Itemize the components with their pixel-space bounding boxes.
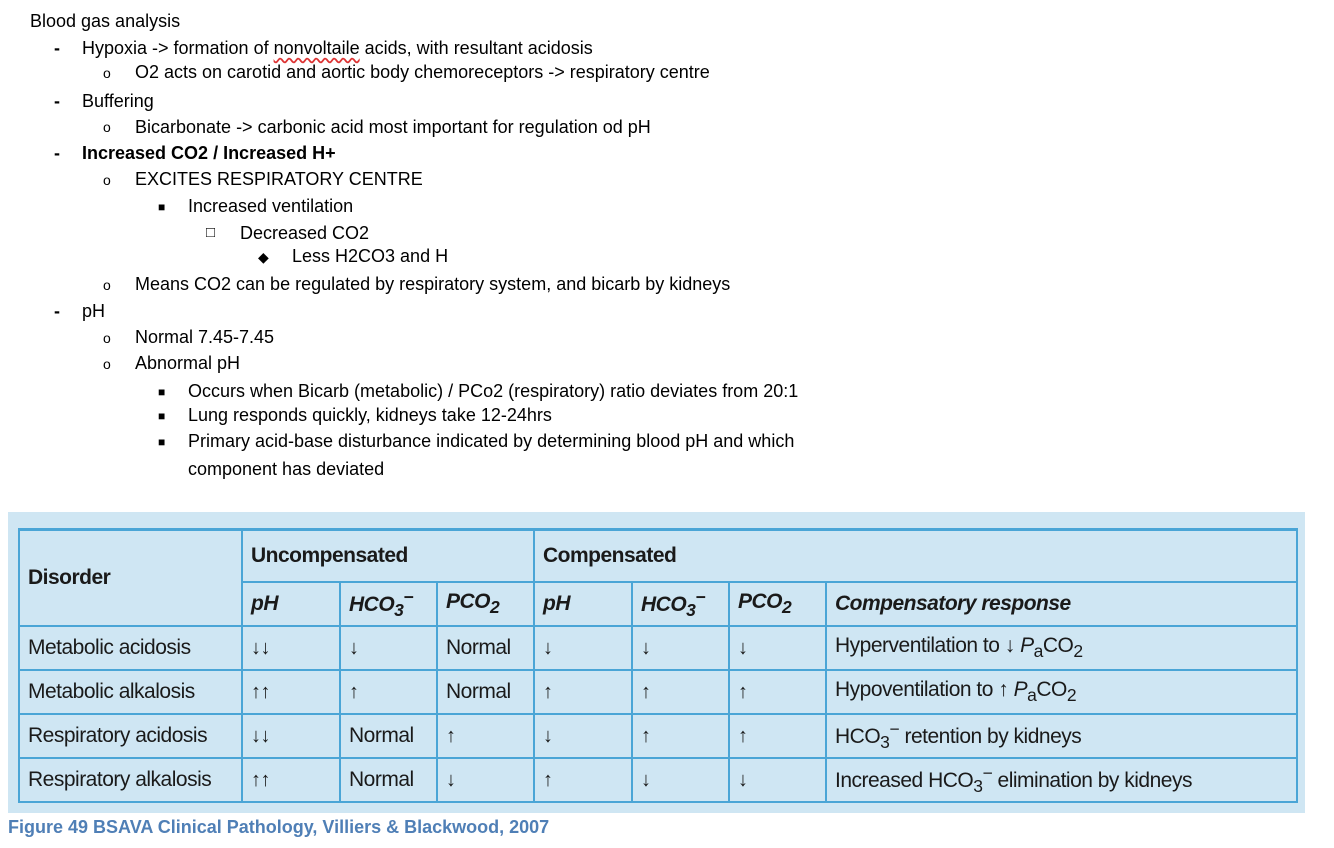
circle-bullet: o xyxy=(103,65,111,81)
disorder-cell: Respiratory alkalosis xyxy=(19,758,242,802)
u-pco2-cell: ↑ xyxy=(437,714,534,758)
c-pco2-cell: ↑ xyxy=(729,670,826,714)
u-ph-cell: ↓↓ xyxy=(242,714,340,758)
excites-line: EXCITES RESPIRATORY CENTRE xyxy=(135,169,423,189)
increased-line: Increased CO2 / Increased H+ xyxy=(82,143,336,163)
u-pco2-cell: Normal xyxy=(437,626,534,670)
response-cell xyxy=(826,714,1297,758)
circle-bullet: o xyxy=(103,119,111,135)
c-pco2-cell: ↑ xyxy=(729,714,826,758)
response-p: P xyxy=(1014,633,1034,657)
primary-line-1: Primary acid-base disturbance indicated by determining blood pH and which xyxy=(188,431,795,451)
table-row xyxy=(19,714,1297,758)
response-sub: 3 xyxy=(973,776,983,797)
c-pco2-header xyxy=(729,582,826,626)
ph-line: pH xyxy=(82,301,106,321)
response-text: elimination by kidneys xyxy=(992,768,1192,792)
response-arrow: ↓ xyxy=(1004,633,1015,657)
hypoxia-line xyxy=(82,37,593,59)
c-ph-cell: ↓ xyxy=(534,626,632,670)
notes-title: Blood gas analysis xyxy=(30,11,181,31)
response-a-sub: a xyxy=(1033,641,1043,662)
c-ph-cell: ↑ xyxy=(534,670,632,714)
response-text: Hypoventilation to xyxy=(835,677,999,701)
response-sub: 3 xyxy=(880,732,890,753)
u-pco2-cell: Normal xyxy=(437,670,534,714)
u-hco3-cell: Normal xyxy=(340,714,437,758)
table-header-row xyxy=(19,530,1297,583)
u-ph-cell: ↑↑ xyxy=(242,670,340,714)
lung-line: Lung responds quickly, kidneys take 12-24hrs xyxy=(188,405,552,425)
response-a-sub: a xyxy=(1027,685,1037,706)
u-ph-cell: ↓↓ xyxy=(242,626,340,670)
ventilation-line: Increased ventilation xyxy=(188,196,354,216)
less-h2co3-line: Less H2CO3 and H xyxy=(292,246,449,266)
dash-bullet: - xyxy=(54,38,60,58)
u-pco2-cell: ↓ xyxy=(437,758,534,802)
disorder-header: Disorder xyxy=(19,530,242,627)
abnormal-line: Abnormal pH xyxy=(135,353,241,373)
blood-gas-table-image xyxy=(8,512,1305,813)
u-hco3-cell: ↓ xyxy=(340,626,437,670)
u-hco3-cell: ↑ xyxy=(340,670,437,714)
c-hco3-header xyxy=(632,582,729,626)
table-row xyxy=(19,670,1297,714)
c-ph-header: pH xyxy=(534,582,632,626)
circle-bullet: o xyxy=(103,356,111,372)
hco3-sub: 3 xyxy=(394,600,404,621)
diamond-bullet: ◆ xyxy=(258,249,269,265)
c-pco2-cell: ↓ xyxy=(729,626,826,670)
c-hco3-cell: ↑ xyxy=(632,714,729,758)
figure-caption: Figure 49 BSAVA Clinical Pathology, Villiers & Blackwood, 2007 xyxy=(8,817,550,837)
u-pco2-header xyxy=(437,582,534,626)
response-2-sub: 2 xyxy=(1066,685,1077,706)
hollow-square-bullet: □ xyxy=(206,224,216,241)
circle-bullet: o xyxy=(103,277,111,293)
response-lead: Increased xyxy=(835,768,929,792)
dash-bullet: - xyxy=(54,143,60,163)
response-cell xyxy=(826,626,1297,670)
table-row xyxy=(19,758,1297,802)
hco3-text: HCO xyxy=(641,592,687,616)
means-line: Means CO2 can be regulated by respiratory system, and bicarb by kidneys xyxy=(135,274,731,294)
response-cell xyxy=(826,670,1297,714)
c-hco3-cell: ↓ xyxy=(632,626,729,670)
response-co: CO xyxy=(1036,677,1067,701)
response-2-sub: 2 xyxy=(1073,641,1083,662)
hco3-sup: − xyxy=(695,586,706,607)
response-hco: HCO xyxy=(835,724,881,748)
response-hco: HCO xyxy=(928,768,974,792)
response-sup: − xyxy=(889,718,900,739)
hco3-sup: − xyxy=(403,586,414,607)
response-text: Hyperventilation to xyxy=(835,633,1005,657)
response-text: retention by kidneys xyxy=(899,724,1082,748)
hco3-sub: 3 xyxy=(686,600,696,621)
circle-bullet: o xyxy=(103,172,111,188)
decreased-co2-line: Decreased CO2 xyxy=(240,223,370,243)
c-ph-cell: ↓ xyxy=(534,714,632,758)
dash-bullet: - xyxy=(54,301,60,321)
response-co: CO xyxy=(1042,633,1074,657)
c-hco3-cell: ↓ xyxy=(632,758,729,802)
pco2-sub: 2 xyxy=(490,597,500,618)
response-p: P xyxy=(1008,677,1028,701)
square-bullet: ■ xyxy=(158,200,166,214)
o2-line: O2 acts on carotid and aortic body chemoreceptors -> respiratory centre xyxy=(135,62,710,82)
compensated-header: Compensated xyxy=(534,530,1297,583)
u-ph-cell: ↑↑ xyxy=(242,758,340,802)
normal-line: Normal 7.45-7.45 xyxy=(135,327,275,347)
pco2-sub: 2 xyxy=(782,597,792,618)
occurs-line: Occurs when Bicarb (metabolic) / PCo2 (respiratory) ratio deviates from 20:1 xyxy=(188,381,799,401)
disorder-cell: Metabolic alkalosis xyxy=(19,670,242,714)
u-hco3-cell: Normal xyxy=(340,758,437,802)
c-pco2-cell: ↓ xyxy=(729,758,826,802)
c-ph-cell: ↑ xyxy=(534,758,632,802)
table-row xyxy=(19,626,1297,670)
circle-bullet: o xyxy=(103,330,111,346)
blood-gas-table xyxy=(18,528,1298,803)
pco2-text: PCO xyxy=(738,589,783,613)
hco3-text: HCO xyxy=(349,592,395,616)
pco2-text: PCO xyxy=(446,589,491,613)
square-bullet: ■ xyxy=(158,385,166,399)
bicarbonate-line: Bicarbonate -> carbonic acid most important for regulation od pH xyxy=(135,117,651,137)
square-bullet: ■ xyxy=(158,435,166,449)
uncompensated-header: Uncompensated xyxy=(242,530,534,583)
disorder-cell: Respiratory acidosis xyxy=(19,714,242,758)
c-hco3-cell: ↑ xyxy=(632,670,729,714)
u-hco3-header xyxy=(340,582,437,626)
square-bullet: ■ xyxy=(158,409,166,423)
dash-bullet: - xyxy=(54,91,60,111)
buffering-line: Buffering xyxy=(82,91,154,111)
hypoxia-text-end: acids, with resultant acidosis xyxy=(359,38,593,58)
misspelt-word: nonvoltaile xyxy=(273,38,360,58)
primary-line-2: component has deviated xyxy=(188,459,385,479)
response-sup: − xyxy=(982,762,993,783)
compensatory-response-header: Compensatory response xyxy=(826,582,1297,626)
hypoxia-text: Hypoxia -> formation of xyxy=(82,38,274,58)
disorder-cell: Metabolic acidosis xyxy=(19,626,242,670)
response-arrow: ↑ xyxy=(998,677,1009,701)
u-ph-header: pH xyxy=(242,582,340,626)
response-cell xyxy=(826,758,1297,802)
